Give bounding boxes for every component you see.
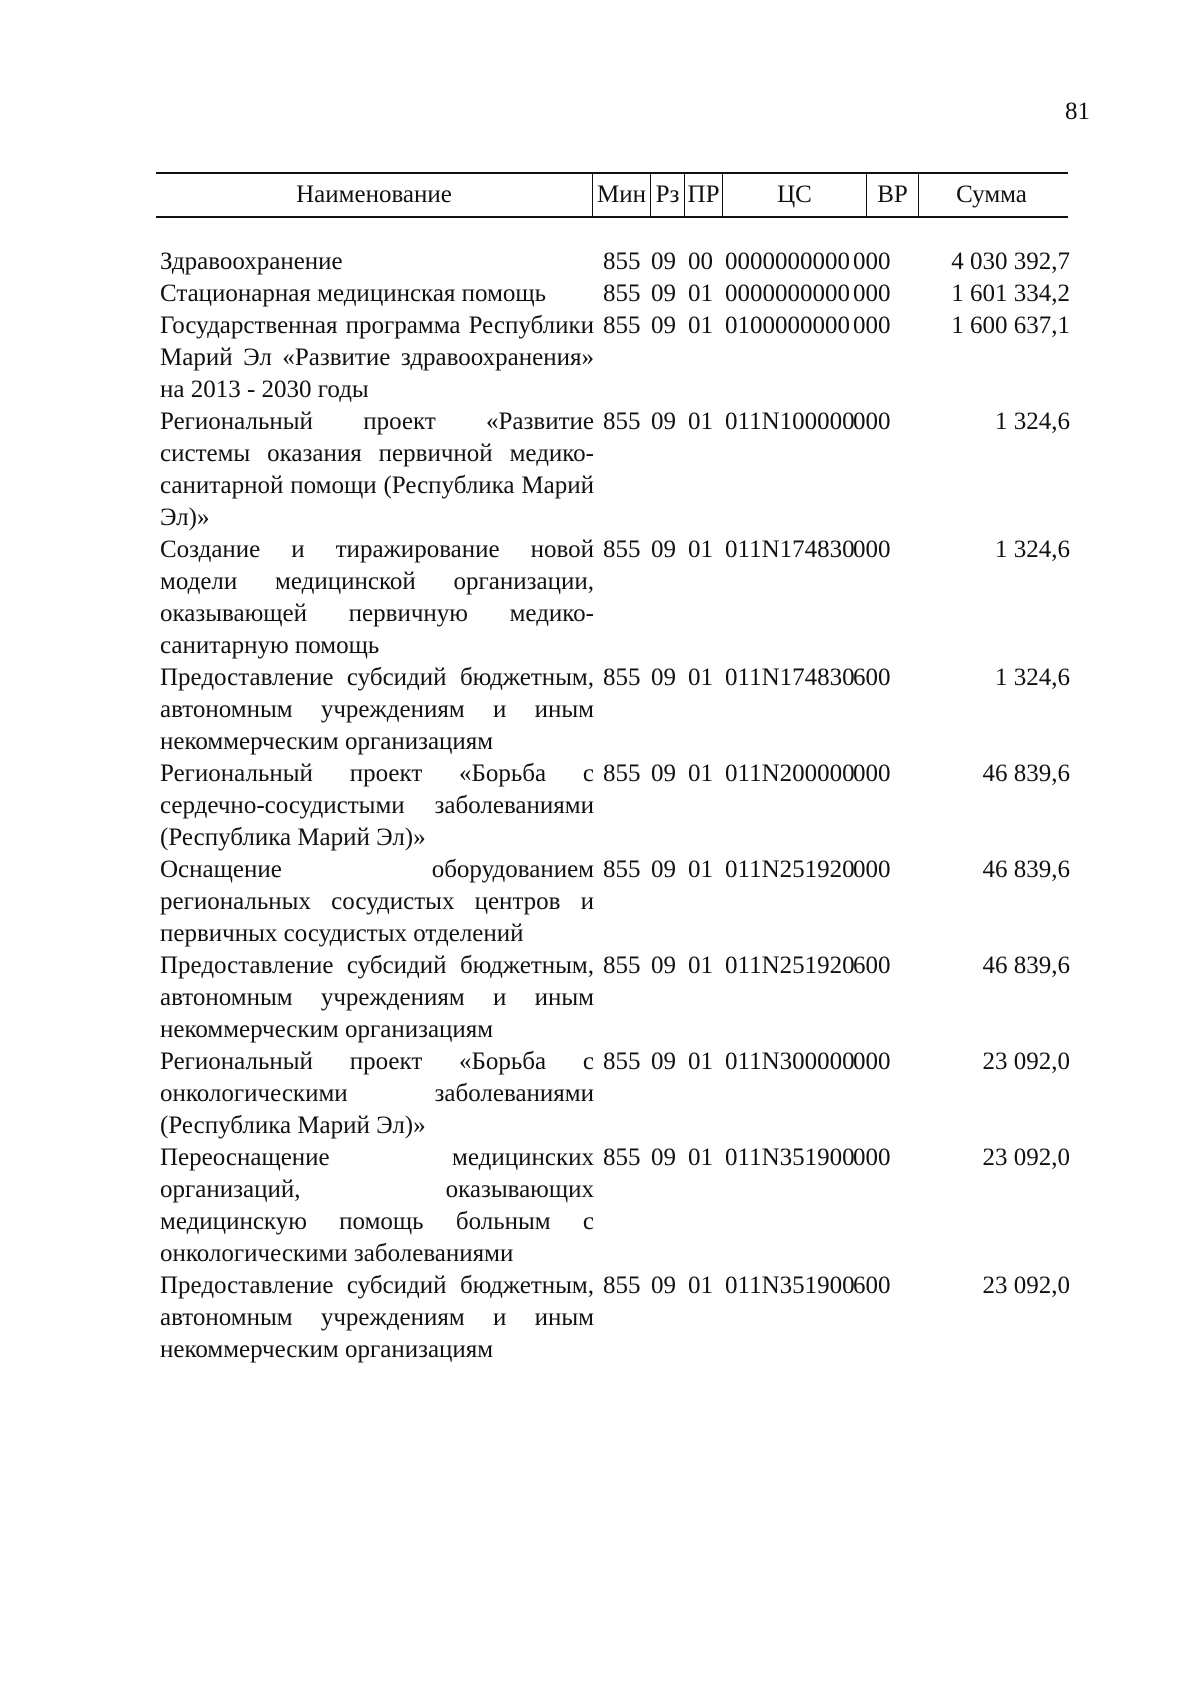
row-cs: 011N351900	[725, 1144, 855, 1171]
row-cs: 011N174830	[725, 664, 855, 691]
page-number: 81	[1065, 98, 1090, 125]
row-min: 855	[603, 1272, 641, 1299]
row-sum: 23 092,0	[982, 1048, 1070, 1075]
row-sum: 4 030 392,7	[951, 248, 1070, 275]
row-pr: 01	[688, 952, 713, 979]
row-min: 855	[603, 664, 641, 691]
row-sum: 23 092,0	[982, 1144, 1070, 1171]
table-row	[160, 854, 1070, 950]
row-min: 855	[603, 856, 641, 883]
row-rz: 09	[651, 760, 676, 787]
row-name: Государственная программа Республики Марий Эл «Развитие здравоохранения» на 2013 - 2030 годы	[160, 312, 594, 403]
header-sum: Сумма	[918, 174, 1064, 216]
row-cs: 0000000000	[725, 248, 850, 275]
row-name: Оснащение оборудованием региональных сосудистых центров и первичных сосудистых отделений	[160, 856, 594, 947]
table-row	[160, 1046, 1070, 1142]
table-row	[160, 758, 1070, 854]
row-min: 855	[603, 280, 641, 307]
table-row	[160, 1142, 1070, 1270]
row-min: 855	[603, 1144, 641, 1171]
header-min: Мин	[592, 174, 650, 216]
row-name: Создание и тиражирование новой модели медицинской организации, оказывающей первичную медико-санитарную помощь	[160, 536, 594, 659]
row-vr: 000	[853, 760, 891, 787]
row-pr: 01	[688, 760, 713, 787]
row-rz: 09	[651, 408, 676, 435]
row-rz: 09	[651, 312, 676, 339]
row-name: Региональный проект «Борьба с онкологическими заболеваниями (Республика Марий Эл)»	[160, 1048, 594, 1139]
row-pr: 01	[688, 856, 713, 883]
row-rz: 09	[651, 952, 676, 979]
row-vr: 000	[853, 1048, 891, 1075]
row-name: Региональный проект «Борьба с сердечно-сосудистыми заболеваниями (Республика Марий Эл)»	[160, 760, 594, 851]
row-rz: 09	[651, 1272, 676, 1299]
row-min: 855	[603, 248, 641, 275]
row-min: 855	[603, 760, 641, 787]
row-vr: 000	[853, 280, 891, 307]
row-pr: 01	[688, 312, 713, 339]
row-min: 855	[603, 408, 641, 435]
row-cs: 011N251920	[725, 856, 855, 883]
row-cs: 0100000000	[725, 312, 850, 339]
row-vr: 000	[853, 536, 891, 563]
row-sum: 23 092,0	[982, 1272, 1070, 1299]
row-vr: 600	[853, 952, 891, 979]
header-rz: Рз	[650, 174, 684, 216]
table-row	[160, 662, 1070, 758]
row-name: Здравоохранение	[160, 248, 343, 275]
header-cs: ЦС	[722, 174, 866, 216]
table-row	[160, 1270, 1070, 1366]
row-name: Стационарная медицинская помощь	[160, 280, 547, 307]
row-name: Переоснащение медицинских организаций, оказывающих медицинскую помощь больным с онкологическими заболеваниями	[160, 1144, 594, 1267]
row-pr: 00	[688, 248, 713, 275]
row-name: Предоставление субсидий бюджетным, автономным учреждениям и иным некоммерческим организациям	[160, 664, 594, 755]
row-vr: 000	[853, 1144, 891, 1171]
row-vr: 000	[853, 248, 891, 275]
table-header	[156, 172, 1068, 218]
row-name: Предоставление субсидий бюджетным, автономным учреждениям и иным некоммерческим организациям	[160, 1272, 594, 1363]
row-sum: 1 324,6	[995, 664, 1070, 691]
row-pr: 01	[688, 1048, 713, 1075]
row-min: 855	[603, 312, 641, 339]
row-pr: 01	[688, 536, 713, 563]
row-cs: 011N100000	[725, 408, 855, 435]
row-vr: 000	[853, 312, 891, 339]
row-cs: 0000000000	[725, 280, 850, 307]
row-sum: 1 601 334,2	[951, 280, 1070, 307]
row-rz: 09	[651, 536, 676, 563]
row-cs: 011N174830	[725, 536, 855, 563]
table-body	[160, 246, 1070, 1366]
row-rz: 09	[651, 280, 676, 307]
header-vr: ВР	[866, 174, 918, 216]
row-vr: 600	[853, 1272, 891, 1299]
row-pr: 01	[688, 408, 713, 435]
table-row	[160, 246, 1070, 278]
row-pr: 01	[688, 1272, 713, 1299]
row-rz: 09	[651, 664, 676, 691]
row-cs: 011N300000	[725, 1048, 855, 1075]
header-name: Наименование	[296, 181, 452, 208]
row-sum: 1 324,6	[995, 408, 1070, 435]
row-name: Региональный проект «Развитие системы оказания первичной медико-санитарной помощи (Республика Марий Эл)»	[160, 408, 594, 531]
header-pr: ПР	[684, 174, 722, 216]
row-rz: 09	[651, 1144, 676, 1171]
row-pr: 01	[688, 664, 713, 691]
table-row	[160, 278, 1070, 310]
row-min: 855	[603, 1048, 641, 1075]
row-sum: 1 324,6	[995, 536, 1070, 563]
row-sum: 46 839,6	[982, 760, 1070, 787]
row-rz: 09	[651, 856, 676, 883]
row-sum: 46 839,6	[982, 856, 1070, 883]
row-cs: 011N251920	[725, 952, 855, 979]
row-name: Предоставление субсидий бюджетным, автономным учреждениям и иным некоммерческим организациям	[160, 952, 594, 1043]
row-pr: 01	[688, 1144, 713, 1171]
table-row	[160, 950, 1070, 1046]
row-cs: 011N351900	[725, 1272, 855, 1299]
row-sum: 1 600 637,1	[951, 312, 1070, 339]
row-vr: 000	[853, 856, 891, 883]
row-sum: 46 839,6	[982, 952, 1070, 979]
row-vr: 600	[853, 664, 891, 691]
row-min: 855	[603, 536, 641, 563]
table-row	[160, 534, 1070, 662]
table-row	[160, 310, 1070, 406]
row-min: 855	[603, 952, 641, 979]
row-vr: 000	[853, 408, 891, 435]
row-cs: 011N200000	[725, 760, 855, 787]
table-row	[160, 406, 1070, 534]
row-rz: 09	[651, 248, 676, 275]
row-pr: 01	[688, 280, 713, 307]
row-rz: 09	[651, 1048, 676, 1075]
